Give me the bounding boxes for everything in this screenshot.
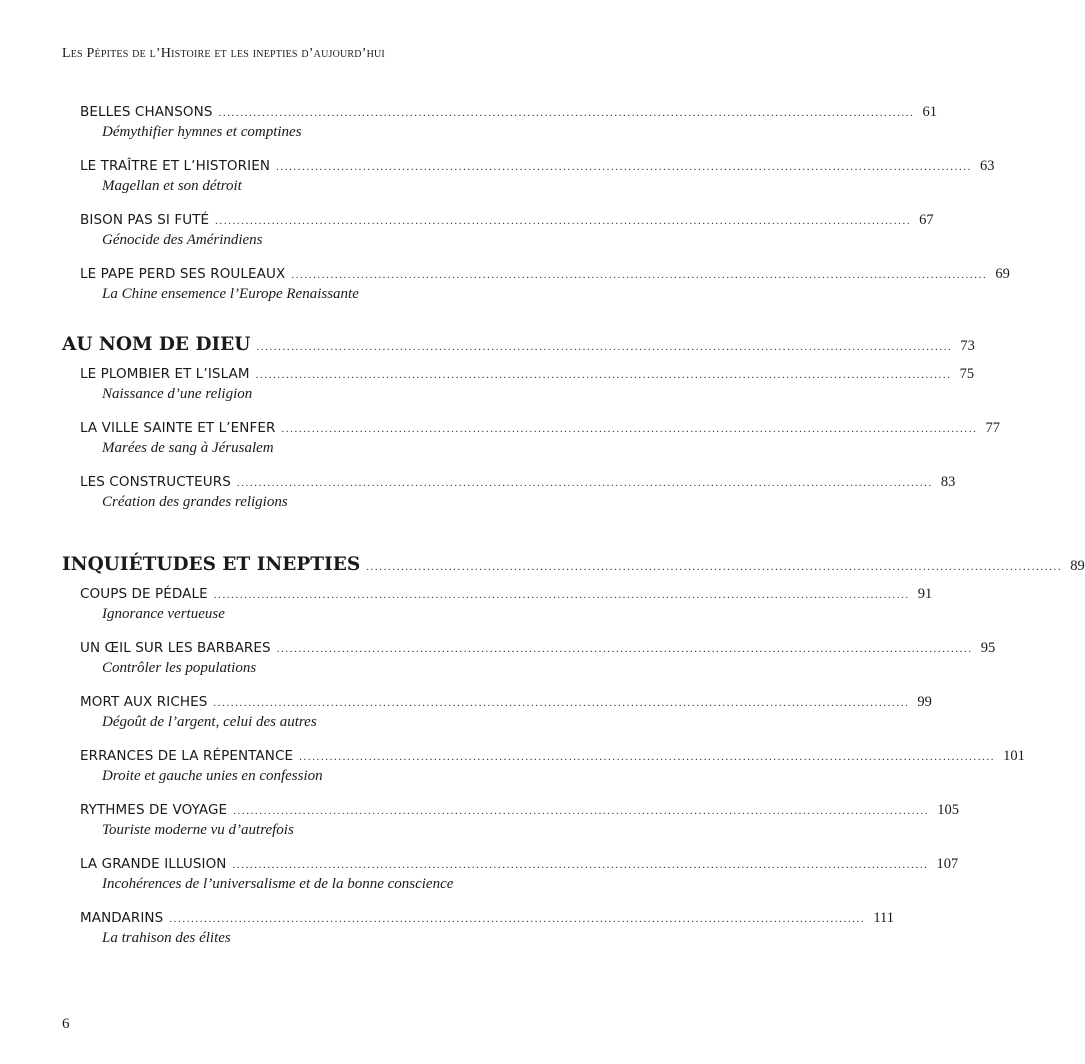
- toc-entry-subtitle: Dégoût de l’argent, celui des autres: [102, 714, 317, 730]
- leader-dots: ................................................................................................................................................................: [232, 859, 929, 871]
- toc-entry-title: BISON PAS SI FUTÉ: [80, 212, 210, 228]
- running-head: Les Pépites de l’Histoire et les inepties d’aujourd’hui: [62, 46, 385, 61]
- toc-entry-page: 67: [919, 212, 934, 228]
- toc-entry-title: UN ŒIL SUR LES BARBARES: [80, 640, 271, 656]
- toc-entry-title: LA VILLE SAINTE ET L’ENFER: [80, 420, 276, 436]
- toc-section-page: 73: [960, 338, 975, 354]
- toc-entry-page: 69: [995, 266, 1010, 282]
- toc-entry[interactable]: [62, 266, 1010, 320]
- toc-entry-subtitle: Naissance d’une religion: [102, 386, 253, 402]
- toc-entry[interactable]: [62, 420, 1000, 474]
- toc-entry-title: LA GRANDE ILLUSION: [80, 856, 227, 872]
- toc-entry-subtitle: Touriste moderne vu d’autrefois: [102, 822, 294, 838]
- toc-entry[interactable]: [62, 212, 934, 266]
- toc-entry[interactable]: [62, 366, 975, 420]
- leader-dots: ................................................................................................................................................................: [213, 697, 910, 709]
- toc-entry-subtitle: La trahison des élites: [102, 930, 231, 946]
- toc-entry-subtitle: Droite et gauche unies en confession: [102, 768, 323, 784]
- toc-entry-page: 111: [873, 910, 894, 926]
- toc-entry-title: LE TRAÎTRE ET L’HISTORIEN: [80, 158, 271, 174]
- toc-entry-subtitle: Marées de sang à Jérusalem: [102, 440, 274, 456]
- toc-entry-title: MANDARINS: [80, 910, 164, 926]
- toc-section-page: 89: [1070, 558, 1085, 574]
- toc-entry-subtitle: La Chine ensemence l’Europe Renaissante: [102, 286, 359, 302]
- toc-entry-title: MORT AUX RICHES: [80, 694, 208, 710]
- toc-entry-subtitle: Ignorance vertueuse: [102, 606, 225, 622]
- toc-entry-page: 77: [985, 420, 1000, 436]
- toc-entry-title: LE PAPE PERD SES ROULEAUX: [80, 266, 286, 282]
- leader-dots: ................................................................................................................................................................: [281, 423, 978, 435]
- leader-dots: ................................................................................................................................................................: [169, 913, 866, 925]
- leader-dots: ................................................................................................................................................................: [255, 369, 952, 381]
- toc-entry[interactable]: [62, 910, 894, 964]
- toc-entry[interactable]: [62, 158, 995, 212]
- toc-entry-subtitle: Incohérences de l’universalisme et de la bonne conscience: [102, 876, 454, 892]
- toc-entry[interactable]: [62, 474, 956, 528]
- leader-dots: ................................................................................................................................................................: [218, 107, 915, 119]
- toc-entry-page: 101: [1003, 748, 1025, 764]
- toc-entry-subtitle: Magellan et son détroit: [102, 178, 242, 194]
- toc-entry-page: 91: [917, 586, 933, 602]
- toc-entry-title: BELLES CHANSONS: [80, 104, 213, 120]
- toc-section[interactable]: [62, 334, 975, 366]
- toc-entry-page: 95: [980, 640, 996, 656]
- toc-entry-page: 105: [937, 802, 959, 818]
- toc-entry[interactable]: [62, 802, 959, 856]
- toc-entry-page: 83: [940, 474, 956, 490]
- toc-entry[interactable]: [62, 856, 959, 910]
- toc-entry-page: 61: [922, 104, 937, 120]
- leader-dots: ................................................................................................................................................................: [299, 751, 996, 763]
- leader-dots: ................................................................................................................................................................: [291, 269, 988, 281]
- toc-section-title: INQUIÉTUDES ET INEPTIES: [62, 554, 361, 575]
- toc-entry-title: COUPS DE PÉDALE: [80, 586, 208, 602]
- table-of-contents: [62, 104, 1085, 964]
- leader-dots: ................................................................................................................................................................: [236, 477, 933, 489]
- toc-entry-subtitle: Génocide des Amérindiens: [102, 232, 263, 248]
- toc-entry[interactable]: [62, 748, 1025, 802]
- toc-entry-title: RYTHMES DE VOYAGE: [80, 802, 228, 818]
- toc-entry-title: LES CONSTRUCTEURS: [80, 474, 231, 490]
- leader-dots: ................................................................................................................................................................: [256, 341, 953, 353]
- toc-entry[interactable]: [62, 104, 937, 158]
- toc-entry-page: 99: [917, 694, 932, 710]
- toc-entry-title: ERRANCES DE LA RÉPENTANCE: [80, 748, 294, 764]
- leader-dots: ................................................................................................................................................................: [215, 215, 912, 227]
- leader-dots: ................................................................................................................................................................: [276, 161, 973, 173]
- leader-dots: ................................................................................................................................................................: [213, 589, 910, 601]
- toc-section[interactable]: [62, 554, 1085, 586]
- toc-entry-page: 75: [959, 366, 975, 382]
- toc-entry[interactable]: [62, 640, 996, 694]
- toc-entry[interactable]: [62, 586, 933, 640]
- toc-entry[interactable]: [62, 694, 932, 748]
- toc-entry-title: LE PLOMBIER ET L’ISLAM: [80, 366, 250, 382]
- leader-dots: ................................................................................................................................................................: [366, 561, 1063, 573]
- leader-dots: ................................................................................................................................................................: [233, 805, 930, 817]
- toc-section-title: AU NOM DE DIEU: [62, 334, 251, 355]
- toc-entry-subtitle: Création des grandes religions: [102, 494, 288, 510]
- toc-entry-subtitle: Contrôler les populations: [102, 660, 257, 676]
- page-number: 6: [62, 1016, 70, 1032]
- toc-entry-page: 63: [980, 158, 995, 174]
- toc-entry-page: 107: [936, 856, 959, 872]
- toc-entry-subtitle: Démythifier hymnes et comptines: [102, 124, 302, 140]
- leader-dots: ................................................................................................................................................................: [276, 643, 973, 655]
